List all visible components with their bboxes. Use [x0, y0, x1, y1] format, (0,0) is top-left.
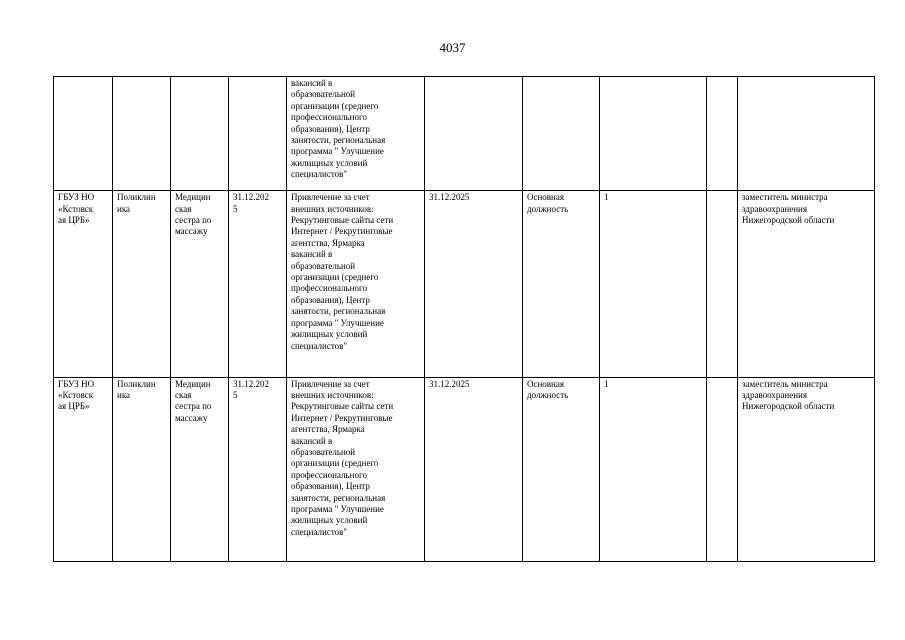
- measures-line: внешних источников:: [291, 203, 374, 214]
- deadline-date-cell: [229, 191, 287, 377]
- organization-line: ГБУЗ НО: [58, 378, 95, 389]
- measures-line: Интернет / Рекрутинговые: [291, 226, 393, 237]
- department-cell: [113, 77, 171, 191]
- measures-line: профессионального: [291, 112, 367, 123]
- organization-line: «Кстовск: [58, 203, 94, 214]
- department-cell: [113, 191, 171, 377]
- date-cell: [425, 77, 523, 191]
- organization-cell: [54, 377, 113, 561]
- table-row: [54, 377, 875, 561]
- organization-cell: [54, 191, 113, 377]
- position-line: Медицин: [175, 378, 211, 389]
- measures-line: Интернет / Рекрутинговые: [291, 412, 393, 423]
- measures-line: образовательной: [291, 260, 356, 271]
- organization-line: «Кстовск: [58, 390, 94, 401]
- department-line: ика: [117, 203, 131, 214]
- position-line: сестра по: [175, 215, 212, 226]
- measures-line: жилищных условий: [291, 157, 368, 168]
- measures-cell: [287, 191, 425, 377]
- measures-line: жилищных условий: [291, 329, 368, 340]
- organization-line: ая ЦРБ»: [58, 215, 90, 226]
- measures-line: образования), Центр: [291, 123, 370, 134]
- measures-line: вакансий в: [291, 249, 333, 260]
- measures-line: занятости, региональная: [291, 135, 386, 146]
- measures-line: занятости, региональная: [291, 306, 386, 317]
- measures-cell: [287, 77, 425, 191]
- deadline-date-line: 5: [233, 203, 238, 214]
- extra-cell: [707, 191, 738, 377]
- quantity-cell: [600, 77, 707, 191]
- responsible-cell: [738, 191, 875, 377]
- position-type-cell: [523, 77, 600, 191]
- measures-line: агентства, Ярмарка: [291, 237, 365, 248]
- position-line: ская: [175, 390, 192, 401]
- measures-line: профессионального: [291, 283, 367, 294]
- measures-line: образовательной: [291, 447, 356, 458]
- position-line: Медицин: [175, 192, 211, 203]
- measures-line: образовательной: [291, 89, 356, 100]
- measures-line: организации (среднего: [291, 458, 379, 469]
- page-number: 4037: [439, 40, 466, 55]
- measures-line: Рекрутинговые сайты сети: [291, 401, 394, 412]
- deadline-date-line: 31.12.202: [233, 192, 269, 203]
- position-cell: [171, 191, 229, 377]
- date-cell: 31.12.2025: [425, 377, 523, 561]
- quantity-cell: 1: [600, 377, 707, 561]
- deadline-date-line: 31.12.202: [233, 378, 269, 389]
- measures-line: организации (среднего: [291, 272, 379, 283]
- department-line: Поликлин: [117, 378, 156, 389]
- department-line: Поликлин: [117, 192, 156, 203]
- measures-line: Привлечение за счет: [291, 192, 370, 203]
- responsible-cell: [738, 377, 875, 561]
- measures-line: программа " Улучшение: [291, 317, 384, 328]
- organization-cell: [54, 77, 113, 191]
- organization-line: ая ЦРБ»: [58, 401, 90, 412]
- responsible-line: здравоохранения: [742, 203, 808, 214]
- deadline-date-cell: [229, 77, 287, 191]
- responsible-line: заместитель министра: [742, 378, 828, 389]
- deadline-date-line: 5: [233, 390, 238, 401]
- measures-line: специалистов": [291, 526, 348, 537]
- staffing-table: [53, 76, 875, 562]
- position-type-cell: Основная должность: [523, 377, 600, 561]
- organization-line: ГБУЗ НО: [58, 192, 95, 203]
- responsible-cell: [738, 77, 875, 191]
- measures-line: жилищных условий: [291, 515, 368, 526]
- quantity-cell: 1: [600, 191, 707, 377]
- position-cell: [171, 377, 229, 561]
- measures-line: организации (среднего: [291, 100, 379, 111]
- responsible-line: здравоохранения: [742, 390, 808, 401]
- deadline-date-cell: [229, 377, 287, 561]
- measures-line: программа " Улучшение: [291, 504, 384, 515]
- measures-line: профессионального: [291, 469, 367, 480]
- responsible-line: Нижегородской области: [742, 215, 835, 226]
- measures-line: вакансий в: [291, 78, 333, 88]
- measures-line: Рекрутинговые сайты сети: [291, 215, 394, 226]
- table-row: [54, 77, 875, 191]
- measures-cell: [287, 377, 425, 561]
- measures-line: специалистов": [291, 169, 348, 180]
- department-line: ика: [117, 390, 131, 401]
- table-row: [54, 191, 875, 377]
- extra-cell: [707, 377, 738, 561]
- measures-line: агентства, Ярмарка: [291, 424, 365, 435]
- measures-line: Привлечение за счет: [291, 378, 370, 389]
- position-cell: [171, 77, 229, 191]
- measures-line: внешних источников:: [291, 390, 374, 401]
- position-line: сестра по: [175, 401, 212, 412]
- measures-line: специалистов": [291, 340, 348, 351]
- extra-cell: [707, 77, 738, 191]
- position-line: массажу: [175, 412, 208, 423]
- responsible-line: Нижегородской области: [742, 401, 835, 412]
- position-line: массажу: [175, 226, 208, 237]
- measures-line: образования), Центр: [291, 294, 370, 305]
- responsible-line: заместитель министра: [742, 192, 828, 203]
- measures-line: вакансий в: [291, 435, 333, 446]
- date-cell: 31.12.2025: [425, 191, 523, 377]
- table-body: [54, 77, 875, 562]
- department-cell: [113, 377, 171, 561]
- position-line: ская: [175, 203, 192, 214]
- position-type-cell: Основная должность: [523, 191, 600, 377]
- measures-line: программа " Улучшение: [291, 146, 384, 157]
- measures-line: образования), Центр: [291, 481, 370, 492]
- measures-line: занятости, региональная: [291, 492, 386, 503]
